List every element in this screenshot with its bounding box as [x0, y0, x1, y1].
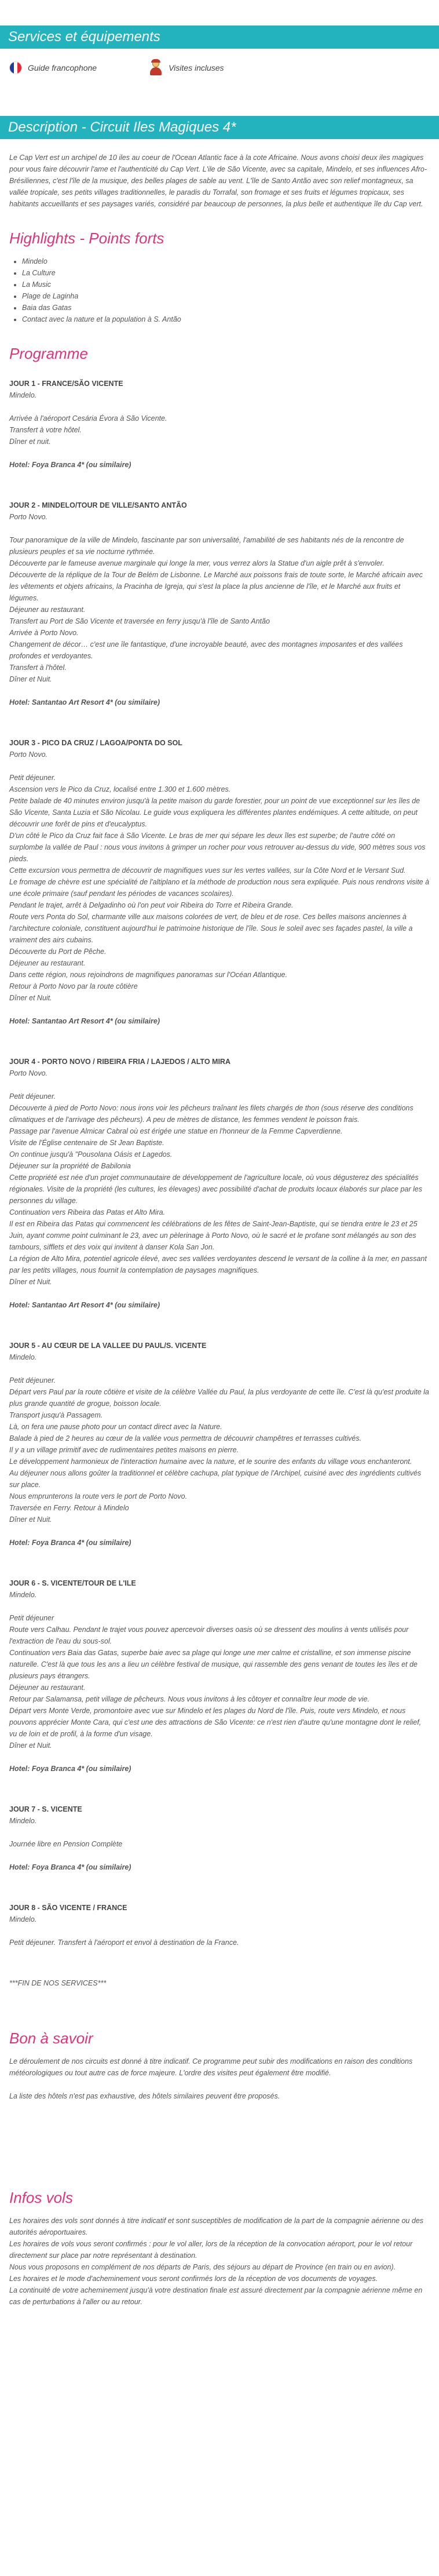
page: [0, 25, 439, 2308]
programme-heading: Programme: [9, 345, 88, 362]
day-line: Départ vers Monte Verde, promontoire avec vue sur Mindelo et les plages du Nord de l'île. Puis, route vers Mindelo, et nous pouvons apprécier Monte Cara, qui c'est une des attractions de São Vicente: ce n'est rien d'autre qu'une montagne dont le relief, vu de loin et de profil, à la forme d'un visage.: [9, 1707, 422, 1738]
infos-vols-paragraph: Les horaires de vols vous seront confirmés : pour le vol aller, lors de la réception de la convocation aéroport, pour le vol retour directement sur place par notre représentant à destination.: [9, 2240, 413, 2260]
day-line: Transfert à l'hôtel.: [9, 664, 67, 672]
day-line: Tour panoramique de la ville de Mindelo, fascinante par son universalité, l'amabilité de ses habitants nés de la rencontre de plusieurs peuples et sa vie nocturne rythmée.: [9, 536, 404, 556]
day-line: Mindelo.: [9, 1817, 37, 1825]
programme-end: ***FIN DE NOS SERVICES***: [9, 1979, 107, 1987]
bon-a-savoir-paragraph: La liste des hôtels n'est pas exhaustive, des hôtels similaires peuvent être proposés.: [9, 2092, 280, 2100]
day-line: Découverte du Port de Pêche.: [9, 948, 107, 956]
day-title: JOUR 5 - AU CŒUR DE LA VALLEE DU PAUL/S. VICENTE: [9, 1342, 207, 1350]
day-line: Traversée en Ferry. Retour à Mindelo: [9, 1504, 129, 1512]
infos-vols-text: [0, 2215, 439, 2308]
day-line: Dîner et Nuit.: [9, 994, 52, 1002]
day-line: Il est en Ribeira das Patas qui commencent les célébrations de les fêtes de Saint-Jean-Baptiste, qui se tiendra entre le 23 et 25 Juin, ayant comme point culminant le 23, avec un pèlerinage à Porto Novo, où le sacré et le profane sont mélangés au son des tambours, sifflets et des voix qui invitent à danser Kola San Jon.: [9, 1220, 418, 1251]
day-line: Journée libre en Pension Complète: [9, 1840, 123, 1848]
day-line: Ascension vers le Pico da Cruz, localisé entre 1.300 et 1.600 mètres.: [9, 785, 231, 793]
day-line: Continuation vers Ribeira das Patas et Alto Mira.: [9, 1208, 166, 1216]
day-hotel: Hotel: Foya Branca 4* (ou similaire): [9, 1765, 131, 1773]
bon-a-savoir-heading: Bon à savoir: [9, 2030, 93, 2047]
day-line: Petit déjeuner.: [9, 774, 56, 782]
day-line: Arrivée à Porto Novo.: [9, 629, 79, 637]
programme-day: [0, 1803, 439, 1873]
day-line: Le développement harmonieux de l'interaction humaine avec la nature, et le sourire des enfants du village vous enchanteront.: [9, 1458, 412, 1466]
day-hotel: Hotel: Santantao Art Resort 4* (ou similaire): [9, 698, 160, 706]
day-line: Découverte par le fameuse avenue marginale qui longe la mer, vous verrez alors la Statue d'un aigle prêt à s'envoler.: [9, 559, 385, 567]
day-title: JOUR 2 - MINDELO/TOUR DE VILLE/SANTO ANTÃO: [9, 501, 187, 509]
day-line: Petit déjeuner: [9, 1614, 54, 1622]
day-line: Mindelo.: [9, 1915, 37, 1923]
day-line: Petit déjeuner.: [9, 1092, 56, 1101]
day-title: JOUR 1 - FRANCE/SÃO VICENTE: [9, 380, 123, 388]
highlight-item: • Mindelo: [22, 256, 439, 267]
day-line: Déjeuner sur la propriété de Babilonia: [9, 1162, 131, 1170]
highlights-list: [0, 256, 439, 325]
visit-person-icon: [149, 60, 163, 75]
programme-day: [0, 1902, 439, 1948]
programme-day: [0, 737, 439, 1027]
programme-day: [0, 1577, 439, 1775]
highlight-item: • La Culture: [22, 267, 439, 279]
day-line: Visite de l'Église centenaire de St Jean Baptiste.: [9, 1139, 164, 1147]
day-line: Dîner et nuit.: [9, 438, 51, 446]
day-line: Dîner et Nuit.: [9, 1741, 52, 1750]
day-line: Passage par l'avenue Almicar Cabral où est érigée une statue en l'honneur de la Femme Capverdienne.: [9, 1127, 343, 1135]
day-line: Dans cette région, nous rejoindrons de magnifiques panoramas sur l'Océan Atlantique.: [9, 971, 287, 979]
description-banner: Description - Circuit Iles Magiques 4*: [0, 116, 439, 139]
day-line: Route vers Ponta do Sol, charmante ville aux maisons colorées de vert, de bleu et de rose. Ces belles maisons anciennes à l'architecture coloniale, constituent aujourd'hui le patrimoine historique de l'île. Sous le soleil avec ses façades pastel, la ville a vraiment des airs cubains.: [9, 913, 413, 944]
day-line: Déjeuner au restaurant.: [9, 606, 86, 614]
services-banner: Services et équipements: [0, 25, 439, 49]
bon-a-savoir-text: [0, 2056, 439, 2102]
day-hotel: Hotel: Foya Branca 4* (ou similaire): [9, 461, 131, 469]
day-line: Transport jusqu'à Passagem.: [9, 1411, 103, 1419]
day-line: Retour par Salamansa, petit village de pêcheurs. Nous vous invitons à les côtoyer et connaître leur mode de vie.: [9, 1695, 370, 1703]
highlight-item: • Contact avec la nature et la population à S. Antão: [22, 314, 439, 325]
day-hotel: Hotel: Santantao Art Resort 4* (ou similaire): [9, 1017, 160, 1025]
infos-vols-heading: Infos vols: [9, 2189, 73, 2206]
day-line: Balade à pied de 2 heures au cœur de la vallée vous permettra de découvrir champêtres et terrasses cultivés.: [9, 1434, 361, 1442]
day-line: Porto Novo.: [9, 1069, 48, 1077]
programme-day: [0, 1056, 439, 1311]
day-line: Arrivée à l'aéroport Cesária Évora à São Vicente.: [9, 414, 167, 422]
day-line: Dîner et Nuit.: [9, 1515, 52, 1524]
infos-vols-paragraph: Les horaires et le mode d'acheminement vous seront confirmés lors de la réception de vos documents de voyages.: [9, 2275, 378, 2283]
day-line: Petit déjeuner.: [9, 1376, 56, 1384]
day-line: La région de Alto Mira, potentiel agricole élevé, avec ses vallées verdoyantes descend le versant de la colline à la mer, en passant par les petits villages, nous fournit la contemplation de paysages magnifiques.: [9, 1255, 427, 1274]
day-line: Cette propriété est née d'un projet communautaire de développement de l'agriculture locale, où vous dégusterez des spécialités régionales. Visite de la propriété (les cultures, les élevages) avec possibilité d'achat de produits locaux élaborés sur place par les personnes du village.: [9, 1174, 422, 1205]
programme-day: [0, 1340, 439, 1548]
day-line: Cette excursion vous permettra de découvrir de magnifiques vues sur les vertes vallées, sur la Côte Nord et le Versant Sud.: [9, 866, 406, 875]
day-hotel: Hotel: Santantao Art Resort 4* (ou similaire): [9, 1301, 160, 1309]
infos-vols-paragraph: La continuité de votre acheminement jusqu'à votre destination finale est assuré directement par la compagnie aérienne même en cas de perturbations à l'aller ou au retour.: [9, 2286, 423, 2306]
services-list: [0, 49, 439, 93]
day-line: Au déjeuner nous allons goûter la traditionnel et célèbre cachupa, plat typique de l'Archipel, cuisiné avec des ingrédients cultivés sur place.: [9, 1469, 422, 1489]
day-line: Le fromage de chèvre est une spécialité de l'altiplano et la méthode de production nous sera expliquée. Puis nous rendrons visite à une école primaire (sauf pendant les périodes de vacances scolaires).: [9, 878, 430, 898]
programme-days: [0, 378, 439, 1962]
day-line: Petit déjeuner. Transfert à l'aéroport et envol à destination de la France.: [9, 1939, 239, 1947]
service-guide-label: Guide francophone: [28, 63, 97, 72]
day-line: D'un côté le Pico da Cruz fait face à São Vicente. Le bras de mer qui sépare les deux îles est superbe; de l'autre côté on surplombe la vallée de Paul : nous vous invitons à grimper un rocher pour vous retrouver au-dessus du vide, 900 mètres sous vos pieds.: [9, 832, 426, 863]
day-line: Changement de décor… c'est une île fantastique, d'une incroyable beauté, avec des montagnes imposantes et des vallées profondes et verdoyantes.: [9, 640, 403, 660]
day-line: Là, on fera une pause photo pour un contact direct avec la Nature.: [9, 1423, 222, 1431]
day-line: Il y a un village primitif avec de rudimentaires petites maisons en pierre.: [9, 1446, 239, 1454]
day-hotel: Hotel: Foya Branca 4* (ou similaire): [9, 1539, 131, 1547]
day-line: Déjeuner au restaurant.: [9, 959, 86, 967]
day-line: Petite balade de 40 minutes environ jusqu'à la petite maison du garde forestier, pour un point de vue exceptionnel sur les îles de São Vicente, Santa Luzia et São Nicolau. Le guide vous expliquera les différentes plantes endémiques. A cette altitude, on peut découvrir une forêt de pins et d'eucalyptus.: [9, 797, 420, 828]
day-line: Transfert au Port de São Vicente et traversée en ferry jusqu'à l'île de Santo Antão: [9, 617, 270, 625]
day-line: Mindelo.: [9, 1353, 37, 1361]
day-line: On continue jusqu'à "Pousolana Oásis et Lagedos.: [9, 1150, 173, 1158]
day-line: Nous emprunterons la route vers le port de Porto Novo.: [9, 1492, 188, 1500]
highlight-item: • La Music: [22, 279, 439, 290]
day-line: Route vers Calhau. Pendant le trajet vous pouvez apercevoir diverses oasis où se dressent des moulins à vents utilisés pour l'extraction de l'eau du sous-sol.: [9, 1626, 409, 1645]
day-line: Mindelo.: [9, 391, 37, 399]
programme-day: [0, 500, 439, 708]
day-line: Retour à Porto Novo par la route côtière: [9, 982, 138, 990]
service-visits: [149, 60, 224, 75]
day-title: JOUR 6 - S. VICENTE/TOUR DE L'ILE: [9, 1579, 136, 1587]
france-flag-icon: [9, 61, 22, 74]
service-visits-label: Visites incluses: [169, 63, 224, 72]
day-hotel: Hotel: Foya Branca 4* (ou similaire): [9, 1863, 131, 1871]
highlight-item: • Plage de Laginha: [22, 290, 439, 302]
description-intro: Le Cap Vert est un archipel de 10 iles au coeur de l'Ocean Atlantic face à la cote Africaine. Nous avons choisi deux iles magiques pour vous faire découvrir l'ame et l'authenticité du Cap Vert. L'ile de São Vicente, avec sa capitale, Mindelo, et ses influences Afro-Brésiliennes, c'est l'île de la musique, des belles plages de sable au vent. L'île de Santo Antão avec son relief montagneux, sa vallée tropicale, ses petits villages traditionnelles, le paradis du Torrafal, son fromage et ses fruits et légumes tropicaux, ses habitants accueillants et ses paysages variés, considéré par beaucoup de personnes, la plus belle et authentique île du Cap vert.: [9, 154, 427, 208]
day-line: Découverte de la réplique de la Tour de Belém de Lisbonne. Le Marché aux poissons frais de toute sorte, le Marché africain avec les vêtements et objets africains, la Pracinha de Igreja, qui s'est la place la plus ancienne de l'île, et le Marché aux fruits et légumes.: [9, 571, 423, 602]
day-title: JOUR 3 - PICO DA CRUZ / LAGOA/PONTA DO SOL: [9, 739, 182, 747]
programme-day: [0, 378, 439, 471]
highlights-heading: Highlights - Points forts: [9, 229, 164, 247]
day-line: Mindelo.: [9, 1591, 37, 1599]
day-line: Transfert à votre hôtel.: [9, 426, 82, 434]
day-title: JOUR 7 - S. VICENTE: [9, 1805, 82, 1813]
day-line: Pendant le trajet, arrêt à Delgadinho où l'on peut voir Ribeira do Torre et Ribeira Grande.: [9, 901, 294, 909]
day-line: Porto Novo.: [9, 750, 48, 759]
day-line: Dîner et Nuit.: [9, 1278, 52, 1286]
day-title: JOUR 4 - PORTO NOVO / RIBEIRA FRIA / LAJEDOS / ALTO MIRA: [9, 1058, 231, 1066]
highlight-item: • Baia das Gatas: [22, 302, 439, 314]
infos-vols-paragraph: Les horaires des vols sont donnés à titre indicatif et sont susceptibles de modification de la part de la compagnie aérienne ou des autorités aéroportuaires.: [9, 2217, 424, 2236]
day-line: Départ vers Paul par la route côtière et visite de la célèbre Vallée du Paul, la plus verdoyante de cette île. C'est là qu'est produite la plus grande quantité de grogue, boisson locale.: [9, 1388, 429, 1408]
day-line: Continuation vers Baia das Gatas, superbe baie avec sa plage qui longe une mer calme et cristalline, et son immense piscine naturelle. C'est là que tous les ans a lieu un célèbre festival de musique, qui rassemble des gens venant de toutes les îles et de plusieurs pays étrangers.: [9, 1649, 418, 1680]
day-line: Découverte à pied de Porto Novo: nous irons voir les pêcheurs traînant les filets chargés de thon (sous réserve des conditions climatiques et de l'arrivage des pêcheurs). A peu de mètres de distance, les femmes vendent le poisson frais.: [9, 1104, 414, 1124]
infos-vols-paragraph: Nous vous proposons en complément de nos départs de Paris, des séjours au départ de Province (en train ou en avion).: [9, 2263, 396, 2271]
day-line: Porto Novo.: [9, 513, 48, 521]
bon-a-savoir-paragraph: Le déroulement de nos circuits est donné à titre indicatif. Ce programme peut subir des modifications en raison des conditions météorologiques ou tout autre cas de force majeure. L'ordre des visites peut également être modifié.: [9, 2057, 413, 2077]
day-line: Déjeuner au restaurant.: [9, 1684, 86, 1692]
day-line: Dîner et Nuit.: [9, 675, 52, 683]
service-guide: [9, 60, 97, 75]
day-title: JOUR 8 - SÃO VICENTE / FRANCE: [9, 1904, 127, 1912]
